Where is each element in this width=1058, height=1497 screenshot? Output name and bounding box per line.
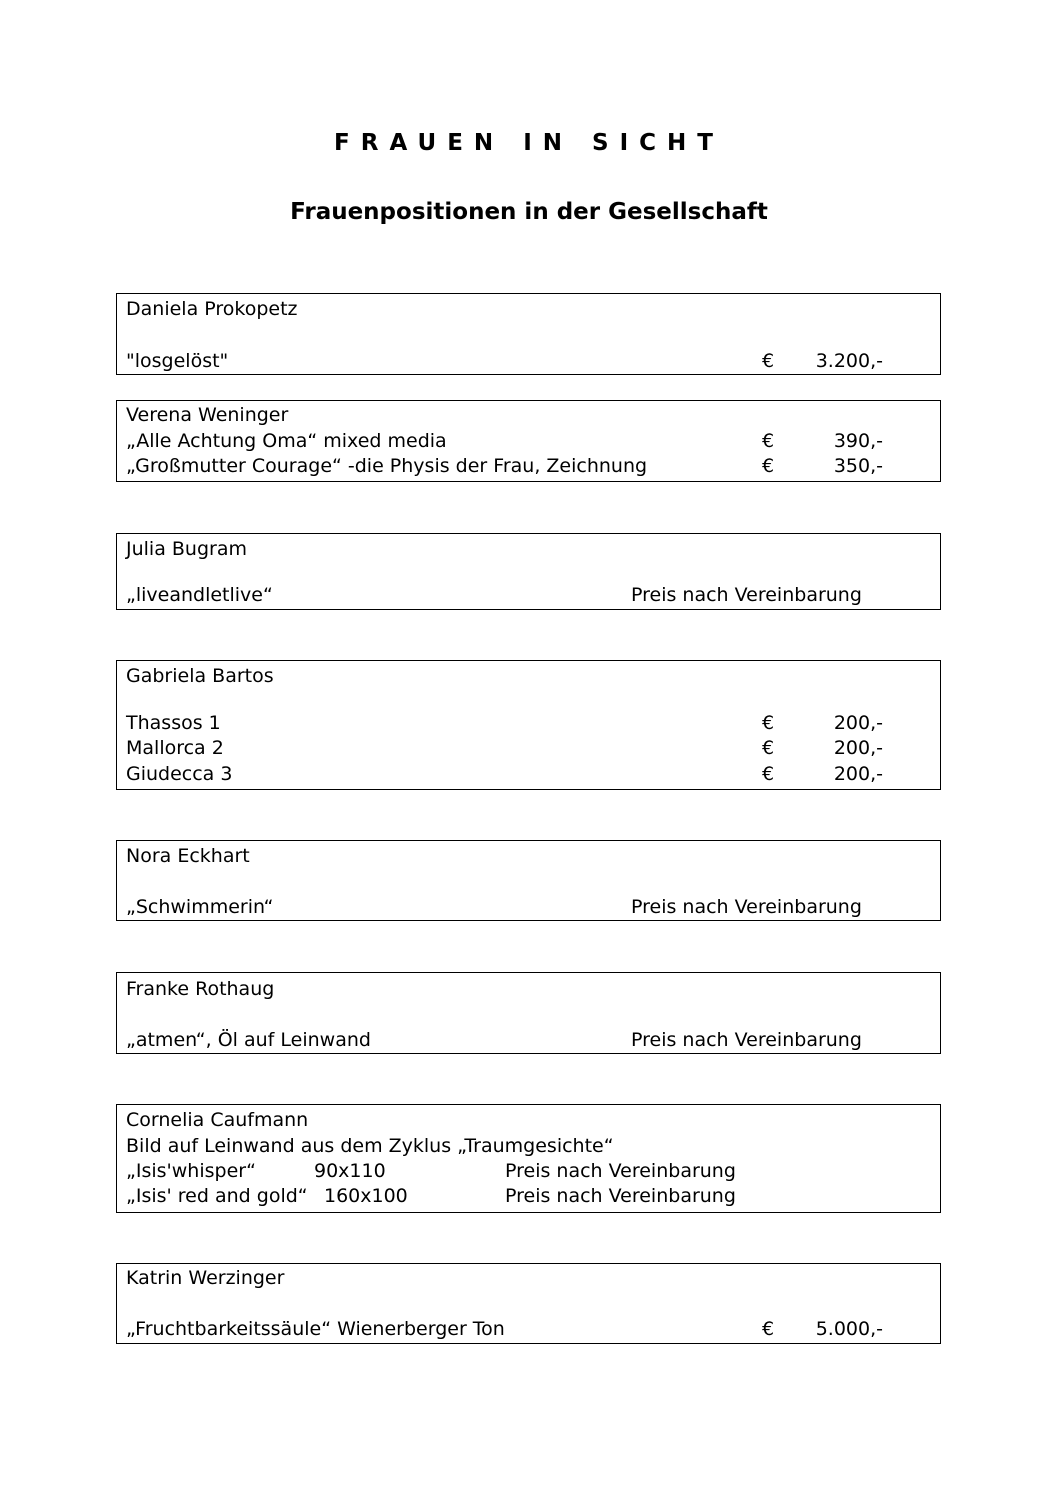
page-subtitle: Frauenpositionen in der Gesellschaft bbox=[290, 199, 768, 225]
price-on-request: Preis nach Vereinbarung bbox=[505, 1185, 736, 1207]
work-title: „liveandletlive“ bbox=[126, 584, 273, 606]
work-title: „Isis' red and gold“ bbox=[126, 1185, 308, 1207]
artist-name: Daniela Prokopetz bbox=[126, 298, 298, 320]
artist-name: Cornelia Caufmann bbox=[126, 1109, 309, 1131]
artwork-entry bbox=[116, 660, 941, 790]
artwork-entry bbox=[116, 400, 941, 482]
work-title: „Isis'whisper“ bbox=[126, 1160, 256, 1182]
currency: € bbox=[762, 455, 775, 477]
price: 5.000,- bbox=[815, 1318, 883, 1340]
artwork-entry bbox=[116, 972, 941, 1054]
work-title: Mallorca 2 bbox=[126, 737, 224, 759]
work-title: "losgelöst" bbox=[126, 350, 229, 372]
work-title: Thassos 1 bbox=[126, 712, 221, 734]
work-title: „atmen“, Öl auf Leinwand bbox=[126, 1029, 371, 1051]
artist-name: Nora Eckhart bbox=[126, 845, 250, 867]
work-size: 90x110 bbox=[314, 1160, 386, 1182]
work-title: „Fruchtbarkeitssäule“ Wienerberger Ton bbox=[126, 1318, 505, 1340]
price: 350,- bbox=[833, 455, 883, 477]
price-on-request: Preis nach Vereinbarung bbox=[505, 1160, 736, 1182]
price: 200,- bbox=[833, 763, 883, 785]
currency: € bbox=[762, 1318, 775, 1340]
work-title: „Alle Achtung Oma“ mixed media bbox=[126, 430, 447, 452]
currency: € bbox=[762, 350, 775, 372]
artwork-entry bbox=[116, 840, 941, 921]
price: 200,- bbox=[833, 712, 883, 734]
artist-name: Gabriela Bartos bbox=[126, 665, 274, 687]
page-title: FRAUEN IN SICHT bbox=[334, 130, 724, 156]
currency: € bbox=[762, 763, 775, 785]
work-title: Giudecca 3 bbox=[126, 763, 233, 785]
work-size: 160x100 bbox=[324, 1185, 408, 1207]
series-description: Bild auf Leinwand aus dem Zyklus „Traumgesichte“ bbox=[126, 1135, 614, 1157]
artist-name: Katrin Werzinger bbox=[126, 1267, 285, 1289]
artwork-entry bbox=[116, 293, 941, 375]
artwork-entry bbox=[116, 1104, 941, 1213]
price: 390,- bbox=[833, 430, 883, 452]
price-on-request: Preis nach Vereinbarung bbox=[631, 896, 862, 918]
price-on-request: Preis nach Vereinbarung bbox=[631, 584, 862, 606]
artist-name: Franke Rothaug bbox=[126, 978, 275, 1000]
price-on-request: Preis nach Vereinbarung bbox=[631, 1029, 862, 1051]
price: 200,- bbox=[833, 737, 883, 759]
currency: € bbox=[762, 712, 775, 734]
currency: € bbox=[762, 430, 775, 452]
artist-name: Verena Weninger bbox=[126, 404, 289, 426]
work-title: „Schwimmerin“ bbox=[126, 896, 274, 918]
price: 3.200,- bbox=[815, 350, 883, 372]
currency: € bbox=[762, 737, 775, 759]
artist-name: Julia Bugram bbox=[126, 538, 247, 560]
artwork-entry bbox=[116, 1263, 941, 1344]
work-title: „Großmutter Courage“ -die Physis der Frau, Zeichnung bbox=[126, 455, 648, 477]
artwork-entry bbox=[116, 533, 941, 610]
